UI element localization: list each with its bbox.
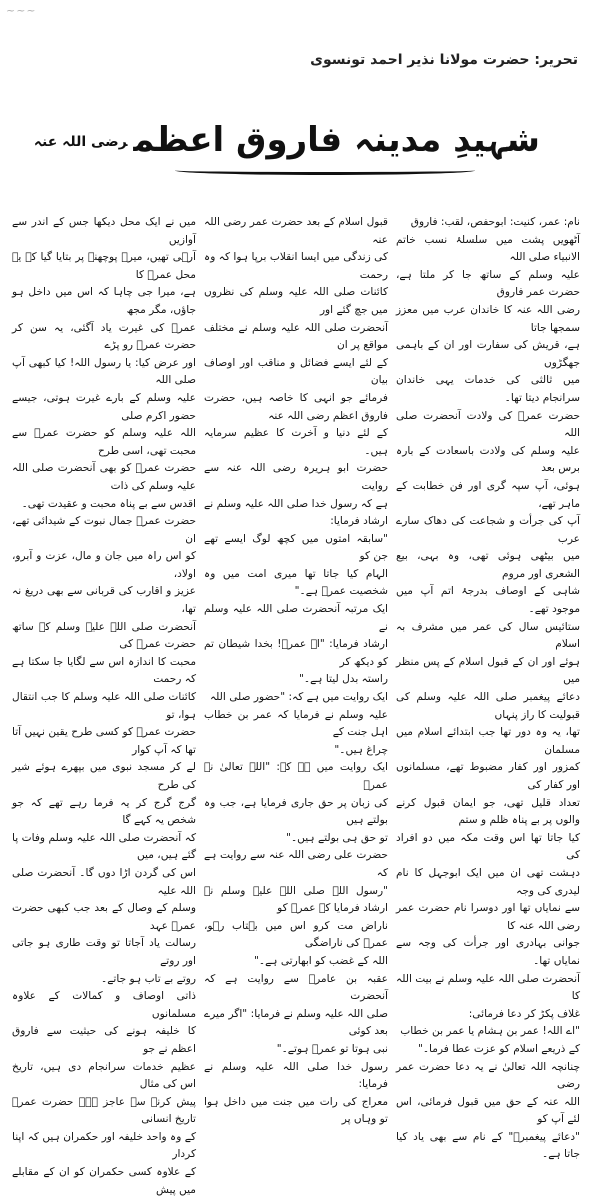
article-line: جوانی بہادری اور جرأت کی وجہ سے نمایاں تھا۔ (396, 937, 580, 967)
headline-honorific: رضی اللہ عنہ (33, 133, 128, 150)
article-line: صلی اللہ علیہ وسلم نے فرمایا: "اگر میرے بعد کوئی (204, 1007, 388, 1038)
article-line: میں بیٹھی ہوئی تھی، وہ بہی، بیع الشعری اور مروم (396, 550, 580, 580)
article-line: حضرت عمرؓ کی ولادت آنحضرت صلی اللہ (396, 409, 580, 440)
article-line: سے نمایاں تھا اور دوسرا نام حضرت عمر رضی اللہ عنہ کا (396, 902, 580, 932)
headline-title: شہیدِ مدینہ فاروق اعظم (133, 120, 540, 160)
article-line: گرج گرج کر یہ فرما رہے تھے کہ جو شخص یہ کہے گا (12, 796, 196, 827)
headline-text (33, 118, 540, 164)
article-line: معراج کی رات میں جنت میں داخل ہوا تو وہاں پر (204, 1095, 388, 1126)
article-line: علیہ وسلم کے بارے غیرت ہوتی، جیسے حضور اکرم صلی (12, 391, 196, 422)
article-line: حضرت علی رضی اللہ عنہ سے روایت ہے کہ (204, 849, 388, 879)
article-line: اللہ علیہ وسلم کو حضرت عمرؓ سے محبت تھی، اسی طرح (12, 427, 196, 457)
article-line: تو حق ہی بولتے ہیں۔" (286, 831, 388, 844)
article-line: شاہی کے اوصاف بدرجۂ اتم آپ میں موجود تھے۔ (396, 585, 580, 616)
article-line: غلاف پکڑ کر دعا فرمائی: (468, 1007, 580, 1020)
article-line: کائنات صلی اللہ علیہ وسلم کا جب انتقال ہوا، تو (12, 691, 196, 721)
article-line: لے کر مسجد نبوی میں بپھرے ہوئے شیر کی طرح (12, 761, 196, 791)
column-middle (200, 214, 392, 1126)
article-line: روتے بے تاب ہو جاتے۔ (101, 972, 196, 985)
article-line: ہے کہ رسول خدا صلی اللہ علیہ وسلم نے ارشاد فرمایا: (204, 497, 388, 528)
article-line: "اے اللہ! عمر بن ہشام یا عمر بن خطاب (400, 1025, 580, 1038)
article-line: ایک روایت میں ہے کہ: "حضور صلی اللہ (209, 691, 388, 704)
author-byline: تحریر: حضرت مولانا نذیر احمد تونسوی (310, 52, 578, 68)
article-body (8, 214, 584, 1196)
article-line: دعائے پیغمبر صلی اللہ علیہ وسلم کی قبولیت کا راز پنہاں (396, 691, 580, 721)
article-line: کے لئے دنیا و آخرت کا عظیم سرمایہ ہیں۔ (204, 427, 388, 457)
article-line: ہے، میرا جی چاہا کہ اس میں داخل ہو جاؤں، مگر مجھ (12, 286, 196, 316)
article-line: آنحضرت صلی اللہ علیہ وسلم نے مختلف مواقع پر ان (204, 321, 388, 352)
article-line: کیا جاتا تھا اس وقت مکہ میں دو افراد کی (396, 831, 580, 862)
article-line: چراغ ہیں۔" (334, 743, 388, 756)
article-line: کہ آنحضرت صلی اللہ علیہ وسلم وفات پا گئے ہیں، میں (12, 831, 196, 862)
article-line: آنحضرت صلی اللہ علیہ وسلم کے ساتھ حضرت عمرؓ کی (12, 620, 196, 651)
article-line: رضی اللہ عنہ کا خاندان عرب میں معزز سمجھا جاتا (396, 303, 580, 334)
article-line: اللہ کے غضب کو ابھارتی ہے۔" (253, 954, 388, 967)
headline-flourish (175, 166, 475, 175)
article-line: ہوئے اور ان کے قبول اسلام کے پس منظر میں (396, 655, 580, 686)
article-line: نام: عمر، کنیت: ابوحفص، لقب: فاروق (410, 216, 580, 228)
column-left (8, 214, 200, 1196)
article-line: عقبہ بن عامرؓ سے روایت ہے کہ آنحضرت (204, 972, 388, 1003)
article-line: کی زبان پر حق جاری فرمایا ہے، جب وہ بولتے ہیں (204, 796, 388, 827)
article-line: حضرت عمرؓ جمال نبوت کے شیدائی تھے، ان (12, 515, 196, 545)
article-line: ہوئی، آپ سپہ گری اور فن خطابت کے ماہر تھے، (396, 479, 580, 510)
article-line: الہام کیا جاتا تھا میری امت میں وہ شخصیت عمرؓ ہے۔" (204, 567, 388, 598)
article-line: ذاتی اوصاف و کمالات کے علاوہ مسلمانوں (12, 990, 196, 1020)
article-line: دہشت تھی ان میں ایک ابوجہل کا نام لیدری کی وجہ (396, 866, 580, 897)
article-line: رسول خدا صلی اللہ علیہ وسلم نے فرمایا: (204, 1060, 388, 1091)
article-line: نبی ہوتا تو عمرؓ ہوتے۔" (276, 1042, 388, 1055)
article-line: اور عرض کیا: یا رسول اللہ! کیا کبھی آپ صلی اللہ (12, 356, 196, 387)
column-right (392, 214, 584, 1161)
article-line: ارشاد فرمایا: "اے عمرؓ! بخدا شیطان تم کو دیکھ کر (204, 638, 388, 668)
article-line: "سابقہ امتوں میں کچھ لوگ ایسے تھے جن کو (204, 532, 388, 563)
article-line: کے علاوہ کسی حکمران کو ان کے مقابلے میں پیش (12, 1166, 196, 1196)
article-line: آنحضرت صلی اللہ علیہ وسلم نے بیت اللہ کا (396, 972, 580, 1003)
article-line: عظیم خدمات سرانجام دی ہیں، تاریخ اس کی مثال (12, 1060, 196, 1091)
article-line: محبت کا اندازہ اس سے لگایا جا سکتا ہے کہ رحمت (12, 655, 196, 686)
article-line: ستائیس سال کی عمر میں مشرف بہ اسلام (396, 620, 580, 651)
article-line: حضرت ابو ہریرہ رضی اللہ عنہ سے روایت (204, 462, 388, 492)
article-line: ہے، قریش کی سفارت اور ان کے باہمی جھگڑوں (396, 339, 580, 369)
article-line: حضرت عمرؓ کو کسی طرح یقین نہیں آتا تھا کہ آپ کوار (12, 726, 196, 756)
article-line: علیہ وسلم کی ولادت باسعادت کے بارہ برس بعد (396, 444, 580, 475)
article-line: "دعائے پیغمبرؐ" کے نام سے بھی یاد کیا جاتا ہے۔ (396, 1130, 580, 1161)
article-line: ناراض مت کرو اس میں بہتاب رہو، عمرؓ کی ناراضگی (204, 919, 388, 950)
article-line: کائنات صلی اللہ علیہ وسلم کی نظروں میں جچ گئے اور (204, 286, 388, 316)
article-line: علیہ وسلم کے ساتھ جا کر ملتا ہے، حضرت عمر فاروق (396, 268, 580, 299)
article-line: راستہ بدل لیتا ہے۔" (299, 673, 388, 686)
article-line: وسلم کے وصال کے بعد جب کبھی حضرت عمرؓ عہد (12, 902, 196, 932)
article-line: تھا، یہ وہ دور تھا جب ابتدائے اسلام میں مسلمان (396, 726, 580, 756)
article-line: "رسول اللہ صلی اللہ علیہ وسلم نے ارشاد فرمایا کہ عمرؓ کو (204, 884, 388, 915)
article-line: کی زندگی میں ایسا انقلاب برپا ہوا کہ وہ رحمت (204, 251, 388, 281)
article-line: کو اس راہ میں جان و مال، عزت و آبرو، اولاد، (12, 550, 196, 580)
article-line: قبول اسلام کے بعد حضرت عمر رضی اللہ عنہ (204, 216, 388, 246)
article-line: اس کی گردن اڑا دوں گا۔ آنحضرت صلی اللہ علیہ (12, 866, 196, 897)
article-line: آرہی تھیں، میرے پوچھنے پر بتایا گیا کہ یہ محل عمرؓ کا (12, 251, 196, 281)
article-line: عمرؓ کی غیرت یاد آگئی، یہ سن کر حضرت عمرؓ رو پڑے (12, 321, 196, 352)
article-line: عزیز و اقارب کی قربانی سے بھی دریغ نہ تھا، (12, 585, 196, 616)
article-line: کے وہ واحد خلیفہ اور حکمران ہیں کہ اپنا کردار (12, 1130, 196, 1161)
article-line: رسالت یاد آجاتا تو وقت طاری ہو جاتی اور روتے (12, 937, 196, 967)
article-line: میں ثالثی کی خدمات یہی خاندان سرانجام دیتا تھا۔ (396, 374, 580, 404)
article-line: کا خلیفہ ہونے کی حیثیت سے فاروق اعظم نے جو (12, 1025, 196, 1055)
article-line: کے لئے ایسے فضائل و مناقب اور اوصاف بیان (204, 356, 388, 387)
article-headline (33, 118, 540, 190)
article-line: تعداد قلیل تھی، جو ایمان قبول کرنے والوں پر بے پناہ ظلم و ستم (396, 796, 580, 827)
article-line: ایک روایت میں ہے کہ: "اللہ تعالیٰ نے عمرؓ (204, 761, 388, 791)
page-corner-ornament: ~~~ (6, 4, 37, 17)
article-line: آپ کی جرأت و شجاعت کی دھاک سارے عرب (396, 515, 580, 545)
article-line: آٹھویں پشت میں سلسلۂ نسب خاتم الانبیاء صلی اللہ (396, 233, 580, 264)
article-line: ایک مرتبہ آنحضرت صلی اللہ علیہ وسلم نے (204, 603, 388, 633)
article-line: میں نے ایک محل دیکھا جس کے اندر سے آوازیں (12, 216, 196, 246)
article-line: فرمائے جو انہی کا خاصہ ہیں، حضرت فاروق اعظم رضی اللہ عنہ (204, 391, 388, 422)
article-line: کمزور اور کفار مضبوط تھے، مسلمانوں اور کفار کی (396, 761, 580, 791)
article-line: چنانچہ اللہ تعالیٰ نے یہ دعا حضرت عمر رضی (396, 1060, 580, 1091)
article-line: حضرت عمرؓ کو بھی آنحضرت صلی اللہ علیہ وسلم کی ذات (12, 462, 196, 492)
article-line: پیش کرنے سے عاجز ہے۔ حضرت عمرؓ تاریخ انسانی (12, 1095, 196, 1126)
article-line: کے ذریعے اسلام کو عزت عطا فرما۔" (417, 1042, 580, 1055)
article-line: اقدس سے بے پناہ محبت و عقیدت تھی۔ (21, 497, 196, 510)
article-line: علیہ وسلم نے فرمایا کہ عمر بن خطاب اہل جنت کے (204, 708, 388, 739)
article-line: اللہ عنہ کے حق میں قبول فرمائی، اس لئے آپ کو (396, 1095, 580, 1126)
